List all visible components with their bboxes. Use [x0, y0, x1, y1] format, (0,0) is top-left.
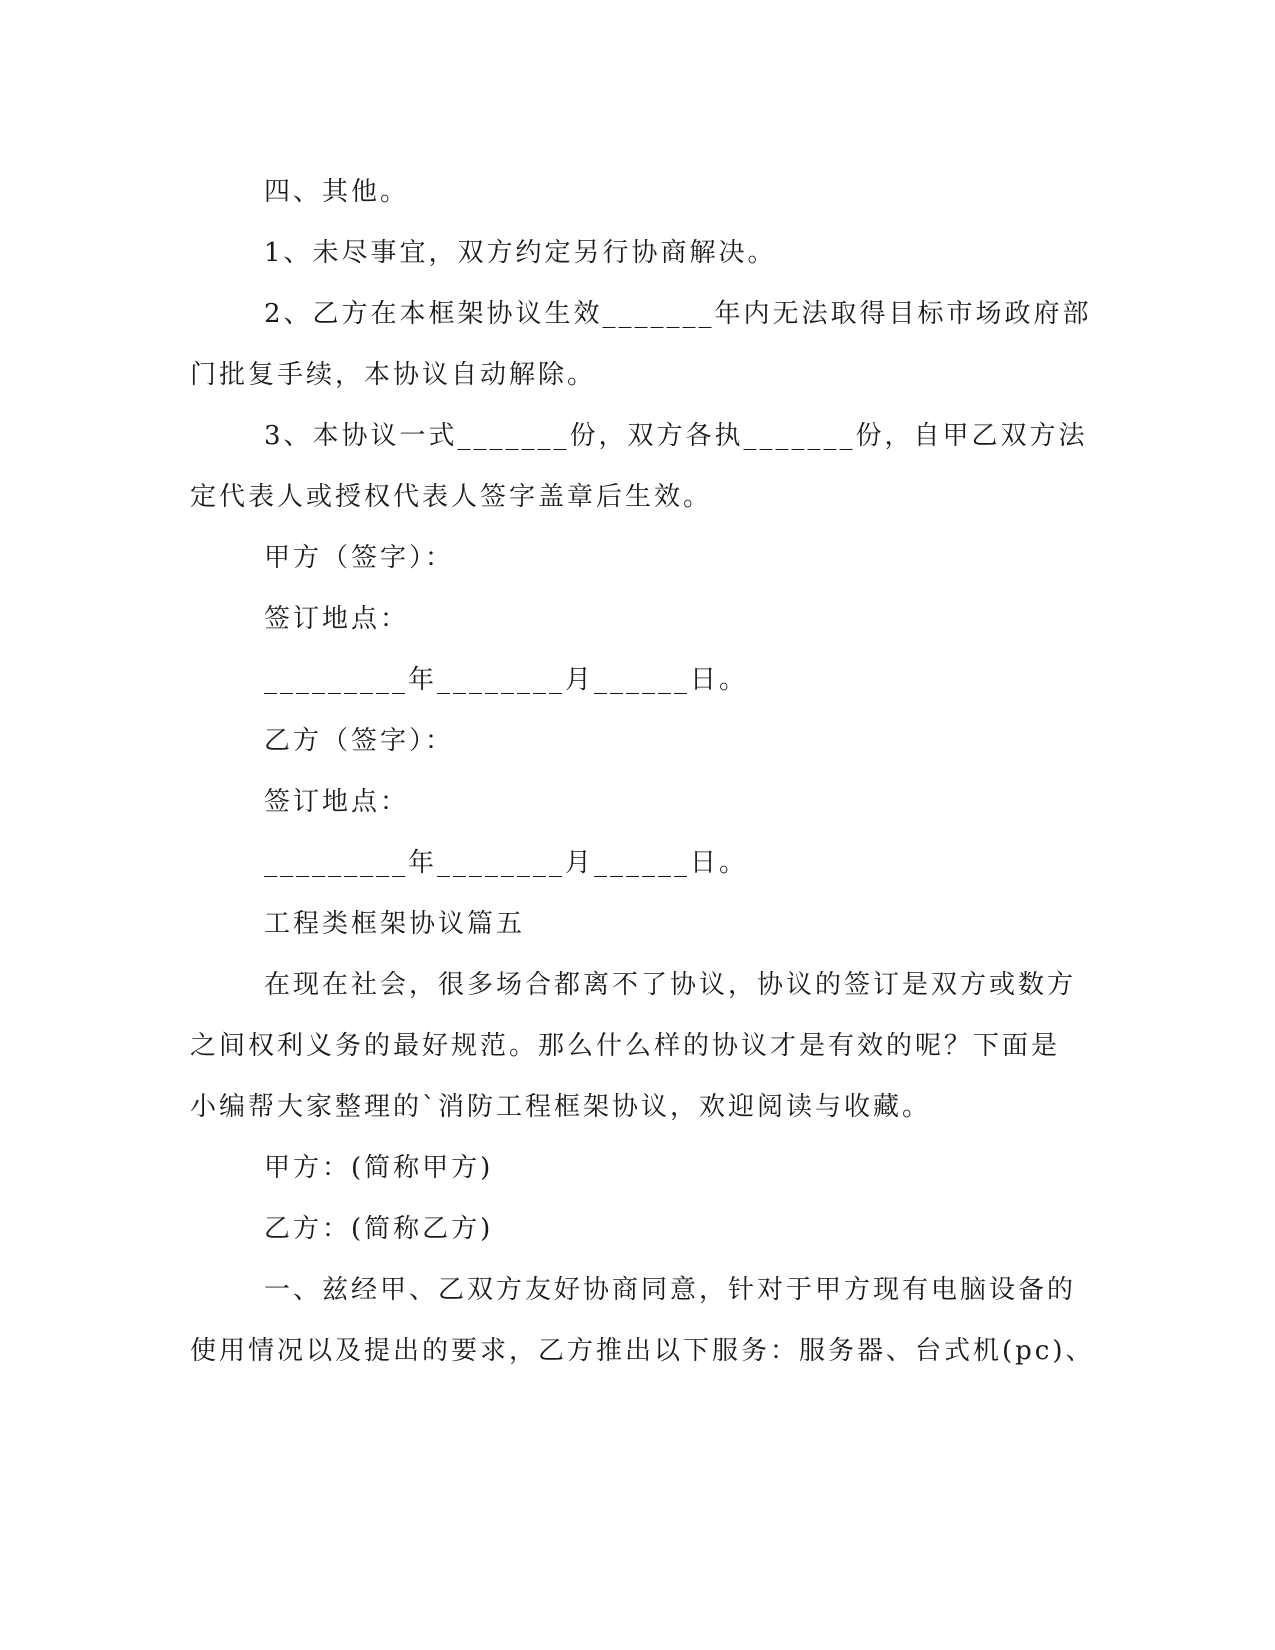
party-b-signing-place: 签订地点： — [264, 787, 410, 817]
document-body — [190, 162, 1095, 1382]
section-title-part-5: 工程类框架协议篇五 — [264, 909, 526, 939]
intro-line-3: 小编帮大家整理的`消防工程框架协议，欢迎阅读与收藏。 — [190, 1092, 932, 1122]
section-heading-other: 四、其他。 — [264, 177, 410, 207]
clause-1: 1、未尽事宜，双方约定另行协商解决。 — [264, 238, 777, 268]
party-a-date: _________年________月______日。 — [264, 665, 749, 695]
clause-3-line-1: 3、本协议一式_______份，双方各执_______份，自甲乙双方法 — [264, 421, 1088, 451]
intro-line-2: 之间权利义务的最好规范。那么什么样的协议才是有效的呢？下面是 — [190, 1031, 1061, 1061]
party-a-signing-place: 签订地点： — [264, 604, 410, 634]
article-1-line-2: 使用情况以及提出的要求，乙方推出以下服务：服务器、台式机(pc)、 — [190, 1336, 1095, 1366]
party-b-signature: 乙方（签字）： — [264, 726, 455, 756]
clause-2-line-1: 2、乙方在本框架协议生效_______年内无法取得目标市场政府部 — [264, 299, 1092, 329]
party-b-label: 乙方：(简称乙方) — [264, 1214, 494, 1244]
clause-2-line-2: 门批复手续，本协议自动解除。 — [190, 360, 597, 390]
party-a-label: 甲方：(简称甲方) — [264, 1153, 494, 1183]
party-a-signature: 甲方（签字）： — [264, 543, 455, 573]
clause-3-line-2: 定代表人或授权代表人签字盖章后生效。 — [190, 482, 713, 512]
article-1-line-1: 一、兹经甲、乙双方友好协商同意，针对于甲方现有电脑设备的 — [264, 1275, 1077, 1305]
party-b-date: _________年________月______日。 — [264, 848, 749, 878]
intro-line-1: 在现在社会，很多场合都离不了协议，协议的签订是双方或数方 — [264, 970, 1077, 1000]
